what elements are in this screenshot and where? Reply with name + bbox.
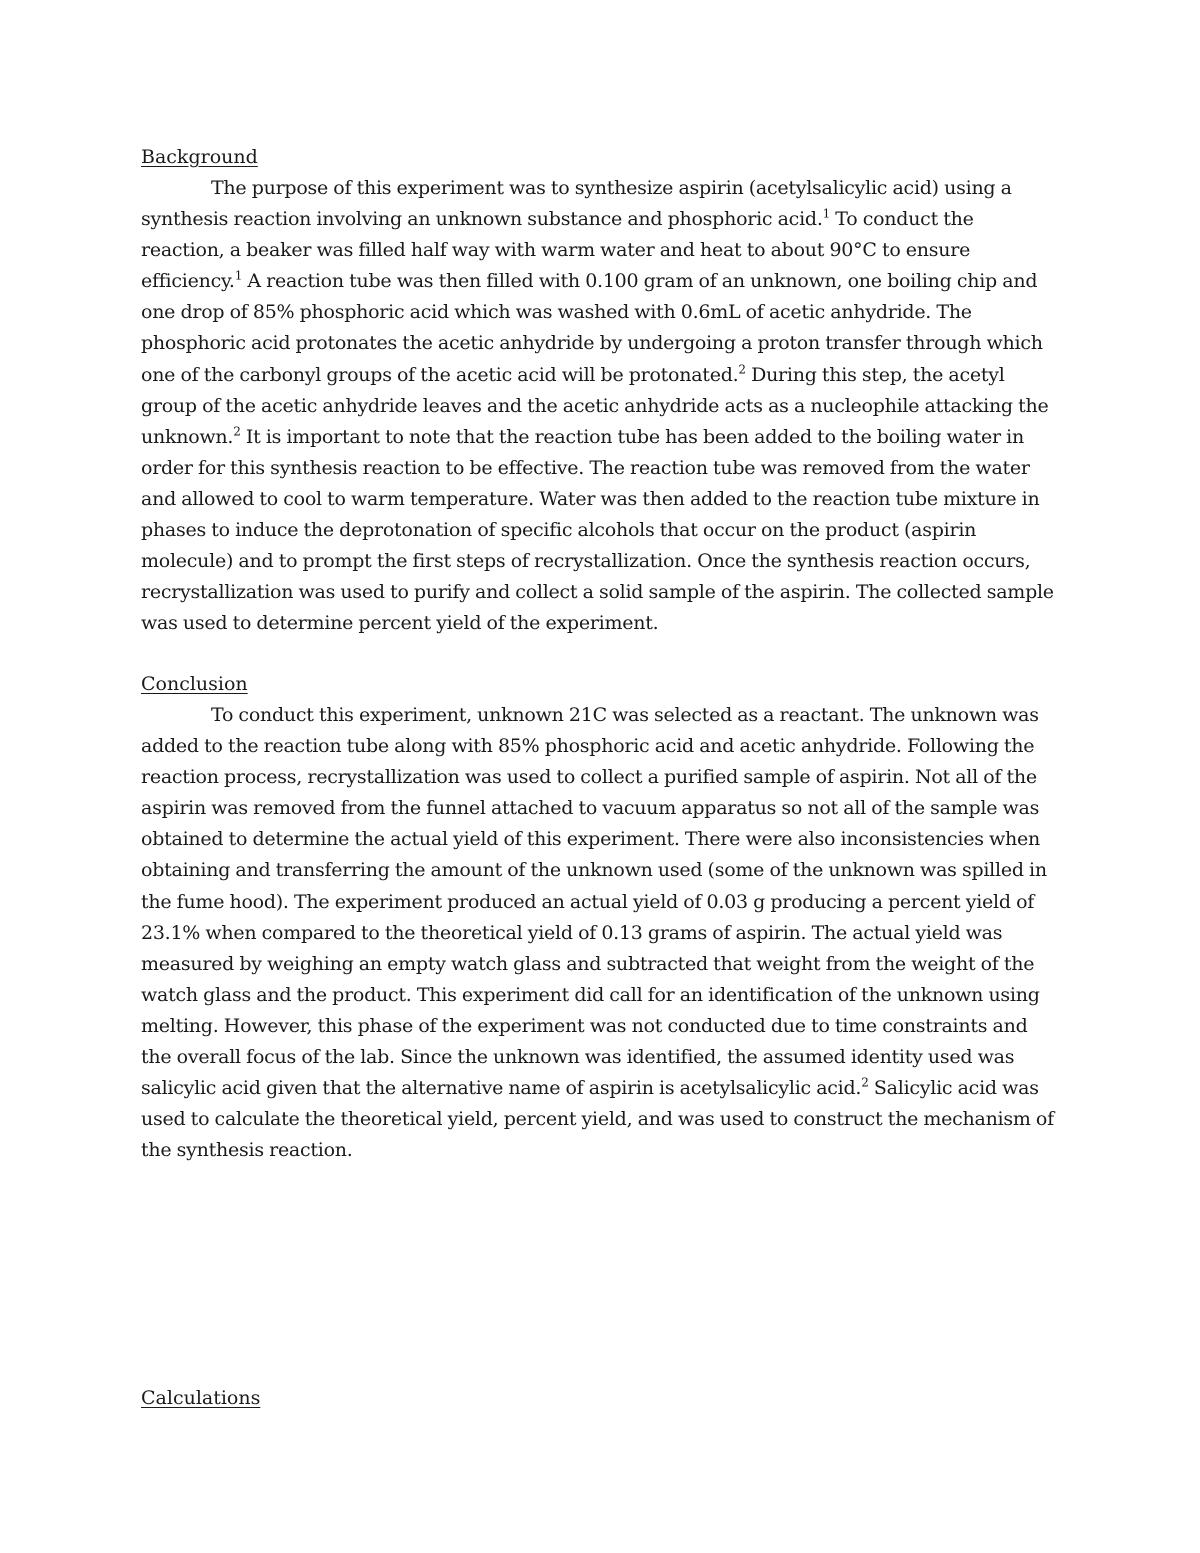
- background-text-4: During this step, the acetyl group of the acetic anhydride leaves and the acetic anhydride acts as a nucleophile attacking the unknown.: [141, 363, 1049, 448]
- citation-2: 1: [234, 268, 243, 283]
- citation-3: 2: [738, 362, 746, 377]
- citation-1: 1: [822, 206, 830, 221]
- background-heading: Background: [141, 146, 258, 168]
- background-paragraph: [141, 173, 1061, 639]
- background-text-1: The purpose of this experiment was to synthesize aspirin (acetylsalicylic acid) using a synthesis reaction involving an unknown substance and phosphoric acid.: [141, 177, 1012, 231]
- citation-4: 2: [233, 424, 241, 439]
- conclusion-text-2: Salicylic acid was used to calculate the theoretical yield, percent yield, and was used to construct the mechanism of the synthesis reaction.: [141, 1077, 1054, 1162]
- calculations-heading: Calculations: [141, 1387, 261, 1409]
- conclusion-heading: Conclusion: [141, 673, 248, 695]
- conclusion-section: [141, 669, 1061, 1166]
- calculations-section: [141, 1383, 1061, 1414]
- background-text-2: To conduct the reaction, a beaker was filled half way with warm water and heat to about 90°C to ensure efficiency.: [141, 208, 974, 293]
- conclusion-text-1: To conduct this experiment, unknown 21C was selected as a reactant. The unknown was added to the reaction tube along with 85% phosphoric acid and acetic anhydride. Following the reaction process, recrystallization was used to collect a purified sample of aspirin. Not all of the aspirin was removed from the funnel attached to vacuum apparatus so not all of the sample was obtained to determine the actual yield of this experiment. There were also inconsistencies when obtaining and transferring the amount of the unknown used (some of the unknown was spilled in the fume hood). The experiment produced an actual yield of 0.03 g producing a percent yield of 23.1% when compared to the theoretical yield of 0.13 grams of aspirin. The actual yield was measured by weighing an empty watch glass and subtracted that weight from the weight of the watch glass and the product. This experiment did call for an identification of the unknown using melting. However, this phase of the experiment was not conducted due to time constraints and the overall focus of the lab. Since the unknown was identified, the assumed identity used was salicylic acid given that the alternative name of aspirin is acetylsalicylic acid.: [141, 704, 1047, 1100]
- citation-5: 2: [861, 1075, 869, 1090]
- background-section: [141, 142, 1061, 639]
- background-text-3: A reaction tube was then filled with 0.100 gram of an unknown, one boiling chip and one drop of 85% phosphoric acid which was washed with 0.6mL of acetic anhydride. The phosphoric acid protonates the acetic anhydride by undergoing a proton transfer through which one of the carbonyl groups of the acetic acid will be protonated.: [141, 270, 1043, 386]
- background-text-5: It is important to note that the reaction tube has been added to the boiling water in order for this synthesis reaction to be effective. The reaction tube was removed from the water and allowed to cool to warm temperature. Water was then added to the reaction tube mixture in phases to induce the deprotonation of specific alcohols that occur on the product (aspirin molecule) and to prompt the first steps of recrystallization. Once the synthesis reaction occurs, recrystallization was used to purify and collect a solid sample of the aspirin. The collected sample was used to determine percent yield of the experiment.: [141, 425, 1054, 635]
- conclusion-paragraph: [141, 700, 1061, 1166]
